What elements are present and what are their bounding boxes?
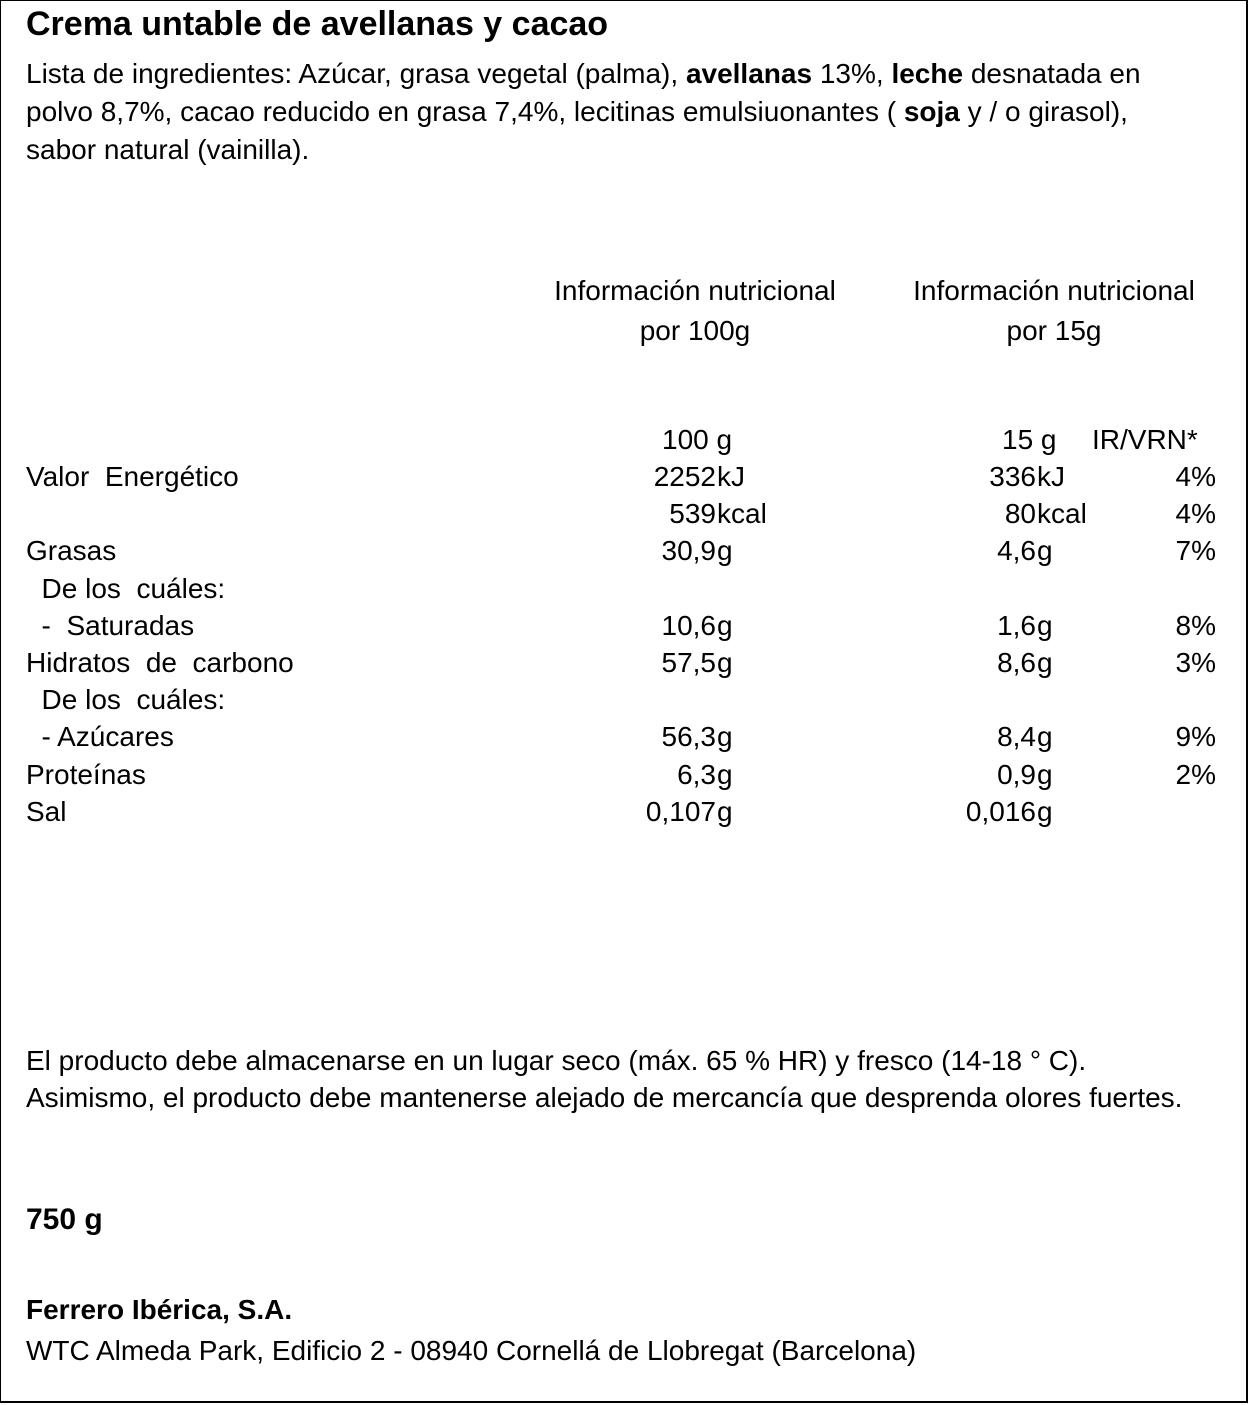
allergen-hazelnut: avellanas [685,58,813,89]
allergen-soy: soja [903,96,960,127]
net-weight: 750 g [26,1203,103,1236]
unit-15g: g [1037,647,1053,678]
allergen-milk: leche [891,58,964,89]
value-15g: 0,9 [997,759,1036,790]
nutrient-label: Grasas [26,535,117,566]
unit-100g: g [717,721,733,752]
ir-percent: 9% [1175,721,1216,752]
nutrient-label: - Saturadas [26,610,195,641]
unit-100g: g [717,796,733,827]
nutrition-header-100g [530,271,860,351]
value-15g: 0,016 [965,796,1036,827]
storage-instructions: El producto debe almacenarse en un lugar seco (máx. 65 % HR) y fresco (14-18 ° C). Asimismo, el producto debe mantenerse alejado de mercancía que desprenda olores fuertes. [26,1045,1183,1113]
header-line: por 100g [639,315,751,346]
value-15g: 8,6 [997,647,1036,678]
ingredients-text: 13%, [812,58,892,89]
column-header-100g: 100 g [662,424,733,455]
unit-100g: kJ [717,461,745,492]
unit-100g: g [717,535,733,566]
ingredients-text: y / o girasol), sabor natural (vainilla). [26,96,1128,165]
unit-100g: kcal [717,498,767,529]
nutrition-header-15g [890,271,1218,351]
column-header-15g: 15 g [1002,424,1057,455]
nutrient-label: Sal [26,796,67,827]
unit-15g: g [1037,610,1053,641]
unit-15g: kJ [1037,461,1065,492]
value-15g: 4,6 [997,535,1036,566]
value-100g: 56,3 [661,721,716,752]
unit-15g: g [1037,759,1053,790]
value-15g: 8,4 [997,721,1036,752]
value-15g: 336 [989,461,1036,492]
value-100g: 57,5 [661,647,716,678]
ingredients-text: desnatada en polvo 8,7%, cacao reducido en grasa 7,4%, lecitinas emulsiuonantes ( [26,58,1141,127]
unit-100g: g [717,610,733,641]
nutrient-label: Proteínas [26,759,146,790]
header-line: Información nutricional [554,275,836,306]
company-name: Ferrero Ibérica, S.A. [26,1294,293,1325]
nutrient-label: - Azúcares [26,721,174,752]
ir-percent: 3% [1175,647,1216,678]
nutrient-label: De los cuáles: [26,573,226,604]
nutrient-label: Hidratos de carbono [26,647,294,678]
column-header-ir: IR/VRN* [1092,424,1198,455]
value-100g: 6,3 [677,759,716,790]
ingredients-list [26,55,1176,169]
header-line: Información nutricional [913,275,1195,306]
ir-percent: 4% [1175,461,1216,492]
header-line: por 15g [1006,315,1102,346]
company-address: WTC Almeda Park, Edificio 2 - 08940 Cornellá de Llobregat (Barcelona) [26,1335,917,1366]
ingredients-text: Lista de ingredientes: Azúcar, grasa vegetal (palma), [26,58,686,89]
value-100g: 10,6 [661,610,716,641]
ir-percent: 4% [1175,498,1216,529]
value-100g: 0,107 [645,796,716,827]
value-100g: 2252 [653,461,716,492]
unit-100g: g [717,647,733,678]
value-100g: 539 [669,498,716,529]
value-15g: 80 [1004,498,1036,529]
unit-15g: g [1037,535,1053,566]
nutrient-label: De los cuáles: [26,684,226,715]
value-100g: 30,9 [661,535,716,566]
value-15g: 1,6 [997,610,1036,641]
unit-15g: g [1037,721,1053,752]
unit-15g: kcal [1037,498,1087,529]
nutrient-label: Valor Energético [26,461,239,492]
ir-percent: 7% [1175,535,1216,566]
unit-15g: g [1037,796,1053,827]
unit-100g: g [717,759,733,790]
ir-percent: 2% [1175,759,1216,790]
ir-percent: 8% [1175,610,1216,641]
product-title: Crema untable de avellanas y cacao [26,5,609,43]
